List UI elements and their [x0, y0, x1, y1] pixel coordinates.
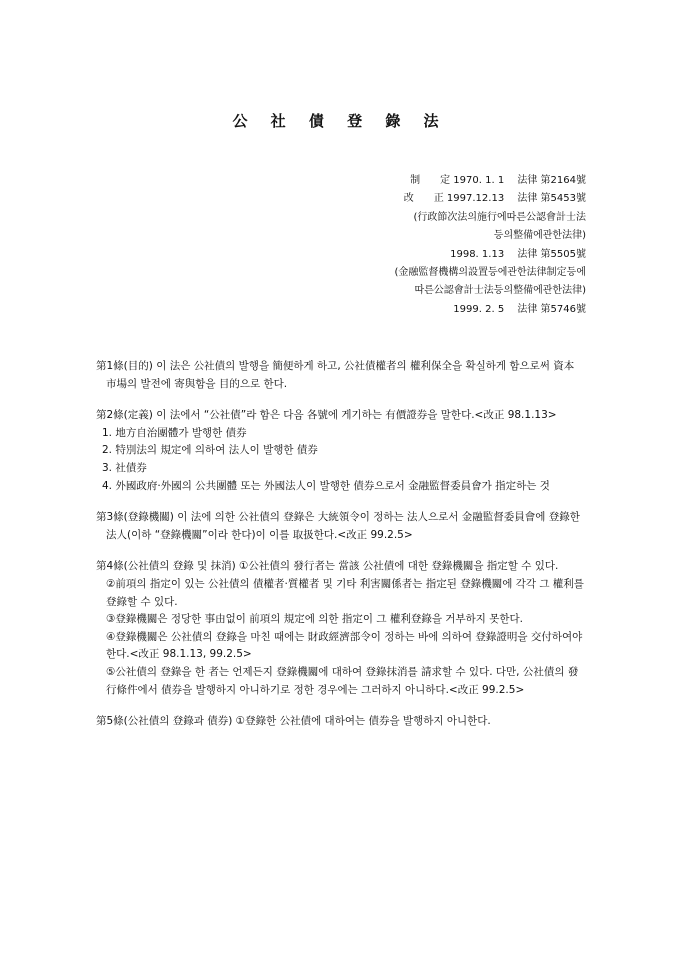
article-4-paragraph: ④登錄機關은 公社債의 登錄을 마친 때에는 財政經濟部令이 정하는 바에 의하여 登錄證明을 交付하여야 한다.<改正 98.1.13, 99.2.5>	[106, 630, 583, 661]
history-line: 制 定 1970. 1. 1 法律 第2164號	[410, 175, 586, 186]
article-2-item: 3. 社債券	[102, 461, 147, 474]
article-3: 第3條(登錄機關) 이 法에 의한 公社債의 登錄은 大統領令이 정하는 法人으로서 金融監督委員會에 登錄한 法人(이하 “登錄機關”이라 한다)이 이를 取扱한다.<改正 99.2.5>	[96, 511, 580, 541]
article-2-item: 1. 地方自治團體가 발행한 債券	[102, 426, 247, 439]
article-2-head: 第2條(定義) 이 法에서 “公社債”라 함은 다음 各號에 게기하는 有價證券을 말한다.<改正 98.1.13>	[96, 409, 557, 422]
history-line: 1999. 2. 5 法律 第5746號	[453, 303, 586, 315]
article-4-head: 第4條(公社債의 登錄 및 抹消) ①公社債의 發行者는 當該 公社債에 대한 登錄機關을 指定할 수 있다.	[96, 560, 559, 573]
article-4-paragraph: ③登錄機關은 정당한 事由없이 前項의 規定에 의한 指定이 그 權利登錄을 거부하지 못한다.	[106, 613, 523, 626]
enactment-history	[394, 172, 586, 319]
article-2-item: 2. 特別法의 規定에 의하여 法人이 발행한 債券	[102, 444, 318, 457]
history-line: 따른公認會計士法등의整備에관한法律)	[414, 285, 586, 297]
history-line: 改 正 1997.12.13 法律 第5453號	[403, 193, 586, 205]
history-line: (金融監督機構의設置등에관한法律制定등에	[394, 267, 586, 279]
article-5: 第5條(公社債의 登錄과 債券) ①登錄한 公社債에 대하여는 債券을 발행하지 아니한다.	[96, 715, 491, 728]
law-title: 公 社 債 登 錄 法	[232, 112, 448, 130]
history-line: 1998. 1.13 法律 第5505號	[450, 248, 586, 260]
article-4-paragraph: ⑤公社債의 登錄을 한 者는 언제든지 登錄機關에 대하여 登錄抹消를 請求할 수 있다. 다만, 公社債의 發行條件에서 債券을 발행하지 아니하기로 정한 경우에는 그러하지 아니하다.<改正 99.2.5>	[106, 665, 579, 696]
law-body	[96, 358, 584, 731]
history-line: 등의整備에관한法律)	[493, 230, 586, 242]
history-line: (行政節次法의施行에따른公認會計士法	[413, 211, 586, 223]
article-1: 第1條(目的) 이 法은 公社債의 발행을 簡便하게 하고, 公社債權者의 權利保全을 확실하게 함으로써 資本市場의 발전에 寄與함을 目的으로 한다.	[96, 360, 575, 390]
article-2-item: 4. 外國政府·外國의 公共團體 또는 外國法人이 발행한 債券으로서 金融監督委員會가 指定하는 것	[102, 479, 550, 492]
article-4-paragraph: ②前項의 指定이 있는 公社債의 債權者·質權者 및 기타 利害關係者는 指定된 登錄機關에 각각 그 權利를 登錄할 수 있다.	[106, 577, 584, 608]
